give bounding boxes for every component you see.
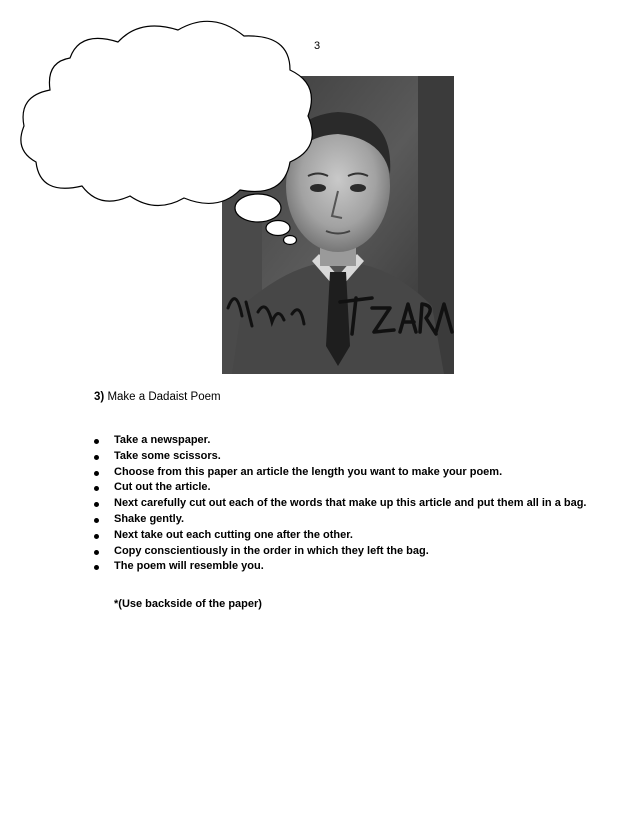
section-title: Make a Dadaist Poem (107, 391, 221, 403)
bullet-icon (94, 534, 99, 539)
bullet-icon (94, 455, 99, 460)
thought-bubble (0, 0, 330, 250)
instruction-list (94, 433, 586, 575)
bullet-icon (94, 518, 99, 523)
list-item: Choose from this paper an article the length you want to make your poem. (94, 465, 586, 481)
bullet-icon (94, 439, 99, 444)
list-item: Take some scissors. (94, 449, 586, 465)
backside-note: *(Use backside of the paper) (114, 598, 262, 610)
bullet-icon (94, 565, 99, 570)
section-heading (94, 391, 221, 403)
bullet-icon (94, 550, 99, 555)
bullet-icon (94, 502, 99, 507)
list-item: The poem will resemble you. (94, 559, 586, 575)
list-item: Cut out the article. (94, 480, 586, 496)
bullet-icon (94, 471, 99, 476)
bullet-icon (94, 486, 99, 491)
list-item: Next take out each cutting one after the other. (94, 528, 586, 544)
list-item: Next carefully cut out each of the words that make up this article and put them all in a bag. (94, 496, 586, 512)
list-item: Copy conscientiously in the order in which they left the bag. (94, 544, 586, 560)
list-item: Take a newspaper. (94, 433, 586, 449)
section-number: 3) (94, 391, 105, 403)
page-number: 3 (314, 40, 321, 52)
list-item: Shake gently. (94, 512, 586, 528)
